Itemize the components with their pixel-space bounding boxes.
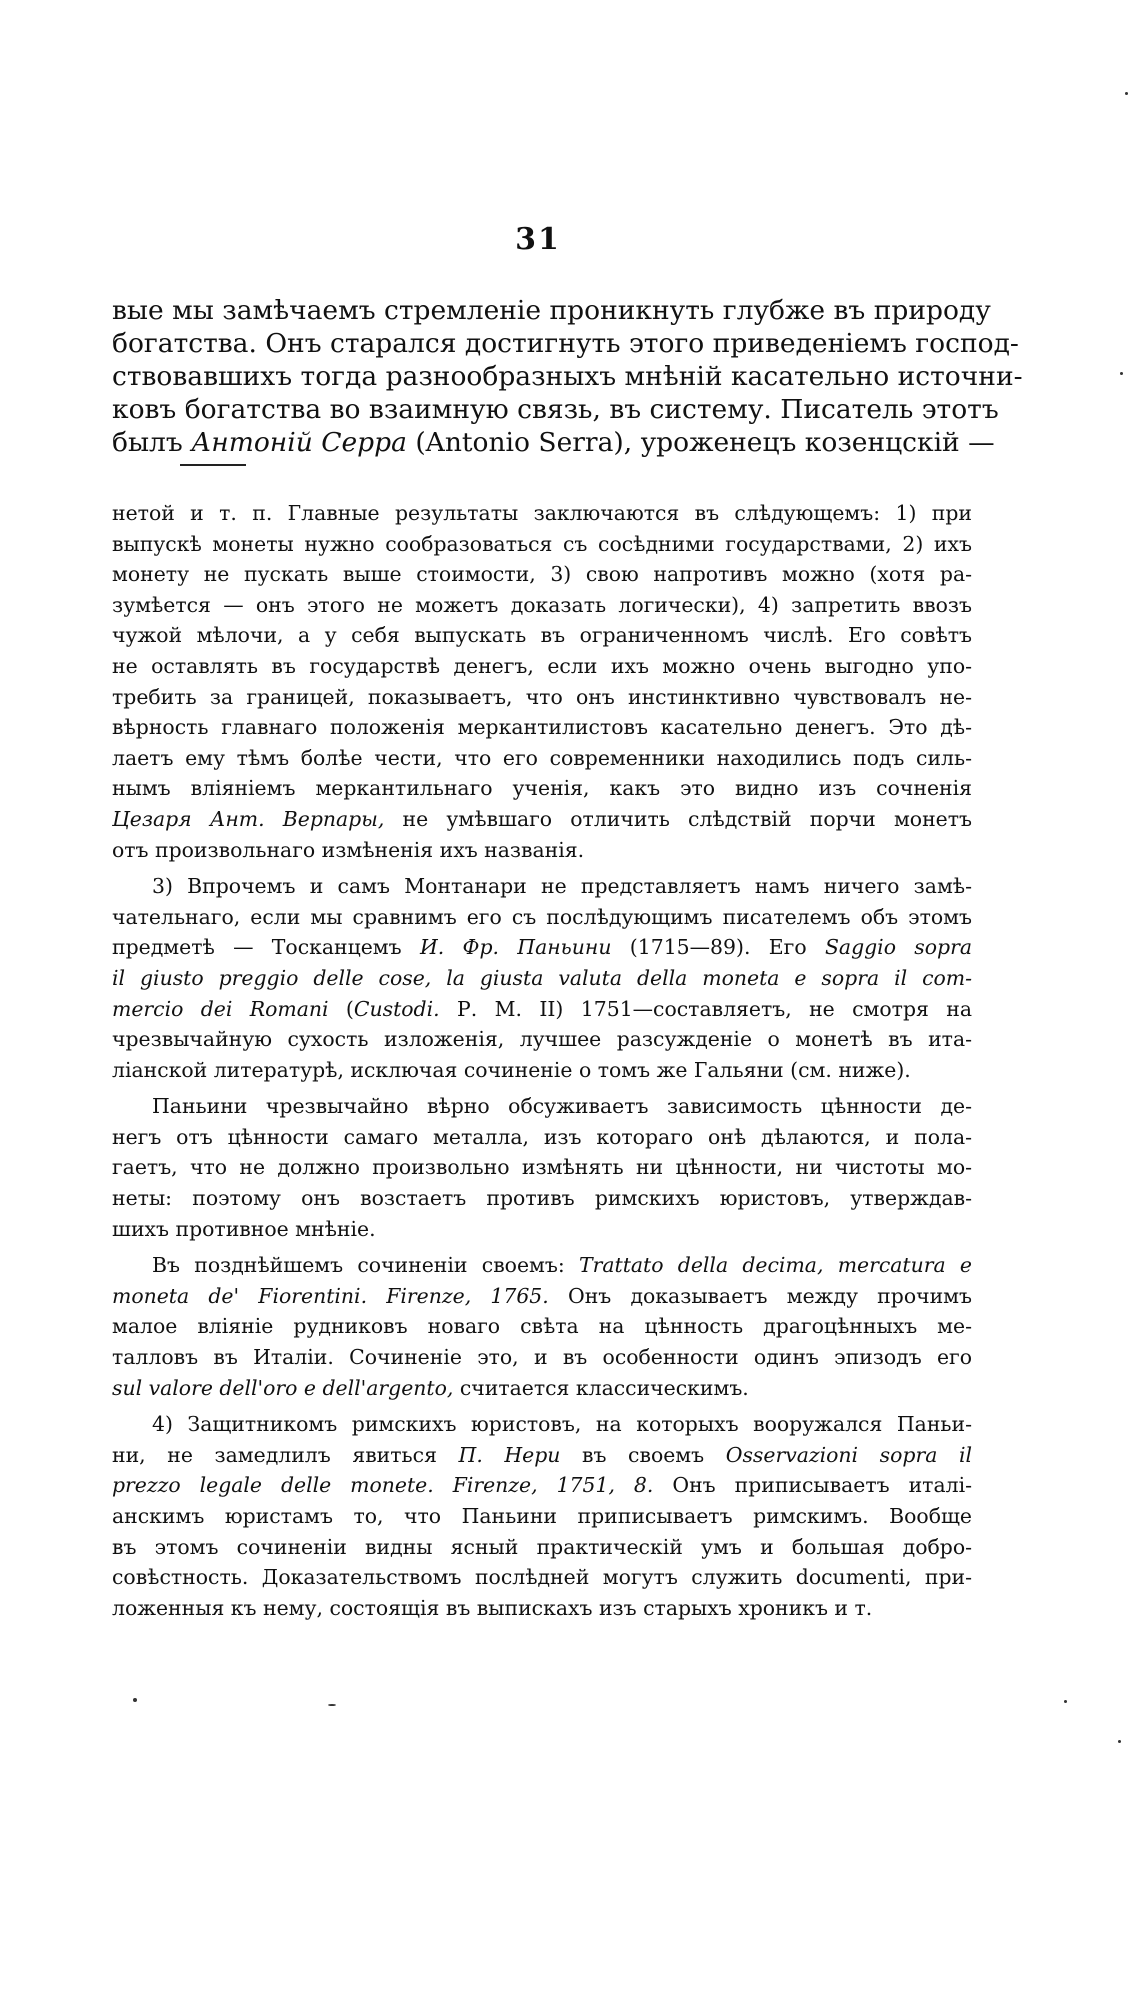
footnote-paragraph	[112, 1091, 972, 1244]
footnote-fragment: Онъ доказываетъ между прочимъ	[548, 1283, 972, 1308]
footnote-line	[112, 932, 972, 963]
scan-speck	[1064, 1700, 1067, 1703]
footnote-line: нетой и т. п. Главные результаты заключаются въ слѣдующемъ: 1) при	[112, 501, 972, 525]
footnote-line	[112, 1281, 972, 1312]
footnote-italic: moneta de' Fiorentini. Firenze, 1765.	[112, 1283, 549, 1308]
footnote-line: анскимъ юристамъ то, что Паньини приписываетъ римскимъ. Вообще	[112, 1504, 972, 1528]
footnote-line: чательнаго, если мы сравнимъ его съ послѣдующимъ писателемъ объ этомъ	[112, 904, 972, 929]
main-text-line: ковъ богатства во взаимную связь, въ систему. Писатель этотъ	[112, 394, 999, 425]
footnote-paragraph	[112, 871, 972, 1085]
footnote-italic: prezzo legale delle monete. Firenze, 1751, 8.	[112, 1473, 654, 1498]
scan-speck	[328, 1704, 336, 1706]
footnote-italic: Osservazioni sopra il	[725, 1442, 972, 1467]
footnote-italic: Custodi.	[353, 996, 440, 1021]
footnote-italic: П. Нери	[458, 1442, 561, 1467]
main-text-line: ствовавшихъ тогда разнообразныхъ мнѣній касательно источни-	[112, 361, 1023, 392]
footnote-paragraph	[112, 498, 972, 865]
author-name-ru: Антоній Серра	[191, 427, 407, 458]
footnote-line: шихъ противное мнѣніе.	[112, 1216, 376, 1241]
footnote-fragment: (	[328, 996, 354, 1021]
footnote-line	[112, 1250, 972, 1281]
footnote-fragment: считается классическимъ.	[453, 1375, 749, 1400]
footnote-line: ложенныя къ нему, состоящія въ выпискахъ изъ старыхъ хроникъ и т.	[112, 1595, 873, 1620]
footnote-fragment: Р. М. II) 1751—составляетъ, не смотря на	[439, 996, 973, 1021]
footnote-line: выпускѣ монеты нужно сообразоваться съ сосѣдними государствами, 2) ихъ	[112, 531, 972, 556]
footnote-line: требить за границей, показываетъ, что онъ инстинктивно чувствовалъ не-	[112, 684, 972, 709]
footnote-line: малое вліяніе рудниковъ новаго свѣта на цѣнность драгоцѣнныхъ ме-	[112, 1314, 972, 1339]
footnote-fragment: предметѣ — Тосканцемъ	[112, 935, 420, 960]
footnote-line: вѣрность главнаго положенія меркантилистовъ касательно денегъ. Это дѣ-	[112, 715, 972, 740]
main-text-line	[112, 426, 995, 459]
footnote-line	[112, 1373, 972, 1404]
footnote-italic: sul valore dell'oro e dell'argento,	[112, 1375, 454, 1400]
footnote-line: ліанской литературѣ, исключая сочиненіе о томъ же Гальяни (см. ниже).	[112, 1057, 911, 1082]
footnote-line: лаетъ ему тѣмъ болѣе чести, что его современники находились подъ силь-	[112, 745, 972, 770]
footnote-fragment: въ своемъ	[560, 1442, 726, 1467]
footnote-italic: Trattato della decima, mercatura e	[579, 1253, 972, 1278]
footnote-separator	[180, 464, 246, 466]
footnote-line: не оставлять въ государствѣ денегъ, если ихъ можно очень выгодно упо-	[112, 653, 972, 678]
footnote-fragment: ни, не замедлилъ явиться	[112, 1442, 459, 1467]
footnote-fragment: Въ позднѣйшемъ сочиненіи своемъ:	[152, 1253, 579, 1278]
footnote-line: въ этомъ сочиненіи видны ясный практическій умъ и большая добро-	[112, 1534, 972, 1559]
footnote-line: негъ отъ цѣнности самаго металла, изъ котораго онѣ дѣлаются, и пола-	[112, 1124, 972, 1149]
footnote-line	[112, 994, 972, 1025]
scan-speck	[1125, 92, 1128, 95]
footnote-line: зумѣется — онъ этого не можетъ доказать логически), 4) запретить ввозъ	[112, 592, 972, 617]
footnote-line	[112, 1440, 972, 1471]
footnote-line: совѣстность. Доказательствомъ послѣдней могутъ служить documenti, при-	[112, 1565, 972, 1590]
footnote-fragment: (1715—89). Его	[611, 935, 825, 960]
footnote-italic: Цезаря Ант. Верпары,	[112, 806, 385, 831]
footnote-italic: И. Фр. Паньини	[419, 935, 612, 960]
footnote-line: талловъ въ Италіи. Сочиненіе это, и въ особенности одинъ эпизодъ его	[112, 1345, 972, 1370]
footnote-line: чрезвычайную сухость изложенія, лучшее разсужденіе о монетѣ въ ита-	[112, 1027, 972, 1052]
footnote-line: отъ произвольнаго измѣненія ихъ названія.	[112, 837, 585, 862]
footnote-paragraph	[112, 1250, 972, 1403]
footnote-italic: Saggio sopra	[824, 935, 972, 960]
footnote-fragment: не умѣвшаго отличить слѣдствій порчи монетъ	[384, 806, 972, 831]
footnote-line: неты: поэтому онъ возстаетъ противъ римскихъ юристовъ, утверждав-	[112, 1186, 972, 1211]
footnotes	[112, 498, 972, 1629]
footnote-line	[112, 804, 972, 835]
main-text-fragment: (Antonio Serra), уроженецъ козенцскій —	[415, 427, 995, 458]
footnote-italic: mercio dei Romani	[112, 996, 329, 1021]
footnote-line: гаетъ, что не должно произвольно измѣнять ни цѣнности, ни чистоты мо-	[112, 1155, 972, 1180]
footnote-line: монету не пускать выше стоимости, 3) свою напротивъ можно (хотя ра-	[112, 562, 972, 587]
scan-speck	[133, 1698, 137, 1702]
footnote-line	[112, 1470, 972, 1501]
scan-speck	[1118, 1740, 1121, 1743]
footnote-line: чужой мѣлочи, а у себя выпускать въ ограниченномъ числѣ. Его совѣтъ	[112, 623, 972, 648]
main-text-line: богатства. Онъ старался достигнуть этого приведеніемъ господ-	[112, 328, 1019, 359]
footnote-line: Паньини чрезвычайно вѣрно обсуживаетъ зависимость цѣнности де-	[152, 1094, 972, 1119]
footnote-line: 3) Впрочемъ и самъ Монтанари не представляетъ намъ ничего замѣ-	[152, 874, 972, 899]
scan-speck	[1120, 372, 1123, 375]
main-text-line: вые мы замѣчаемъ стремленіе проникнуть глубже въ природу	[112, 295, 991, 326]
footnote-line: нымъ вліяніемъ меркантильнаго ученія, какъ это видно изъ сочненія	[112, 776, 972, 801]
main-text-fragment: былъ	[112, 427, 183, 458]
footnote-paragraph	[112, 1409, 972, 1623]
footnote-line: il giusto preggio delle cose, la giusta valuta della moneta e sopra il com-	[112, 965, 972, 990]
footnote-line: 4) Защитникомъ римскихъ юристовъ, на которыхъ вооружался Паньи-	[152, 1412, 972, 1437]
footnote-fragment: Онъ приписываетъ италі-	[653, 1473, 972, 1498]
page-number: 31	[515, 222, 561, 257]
main-text	[112, 294, 1023, 459]
